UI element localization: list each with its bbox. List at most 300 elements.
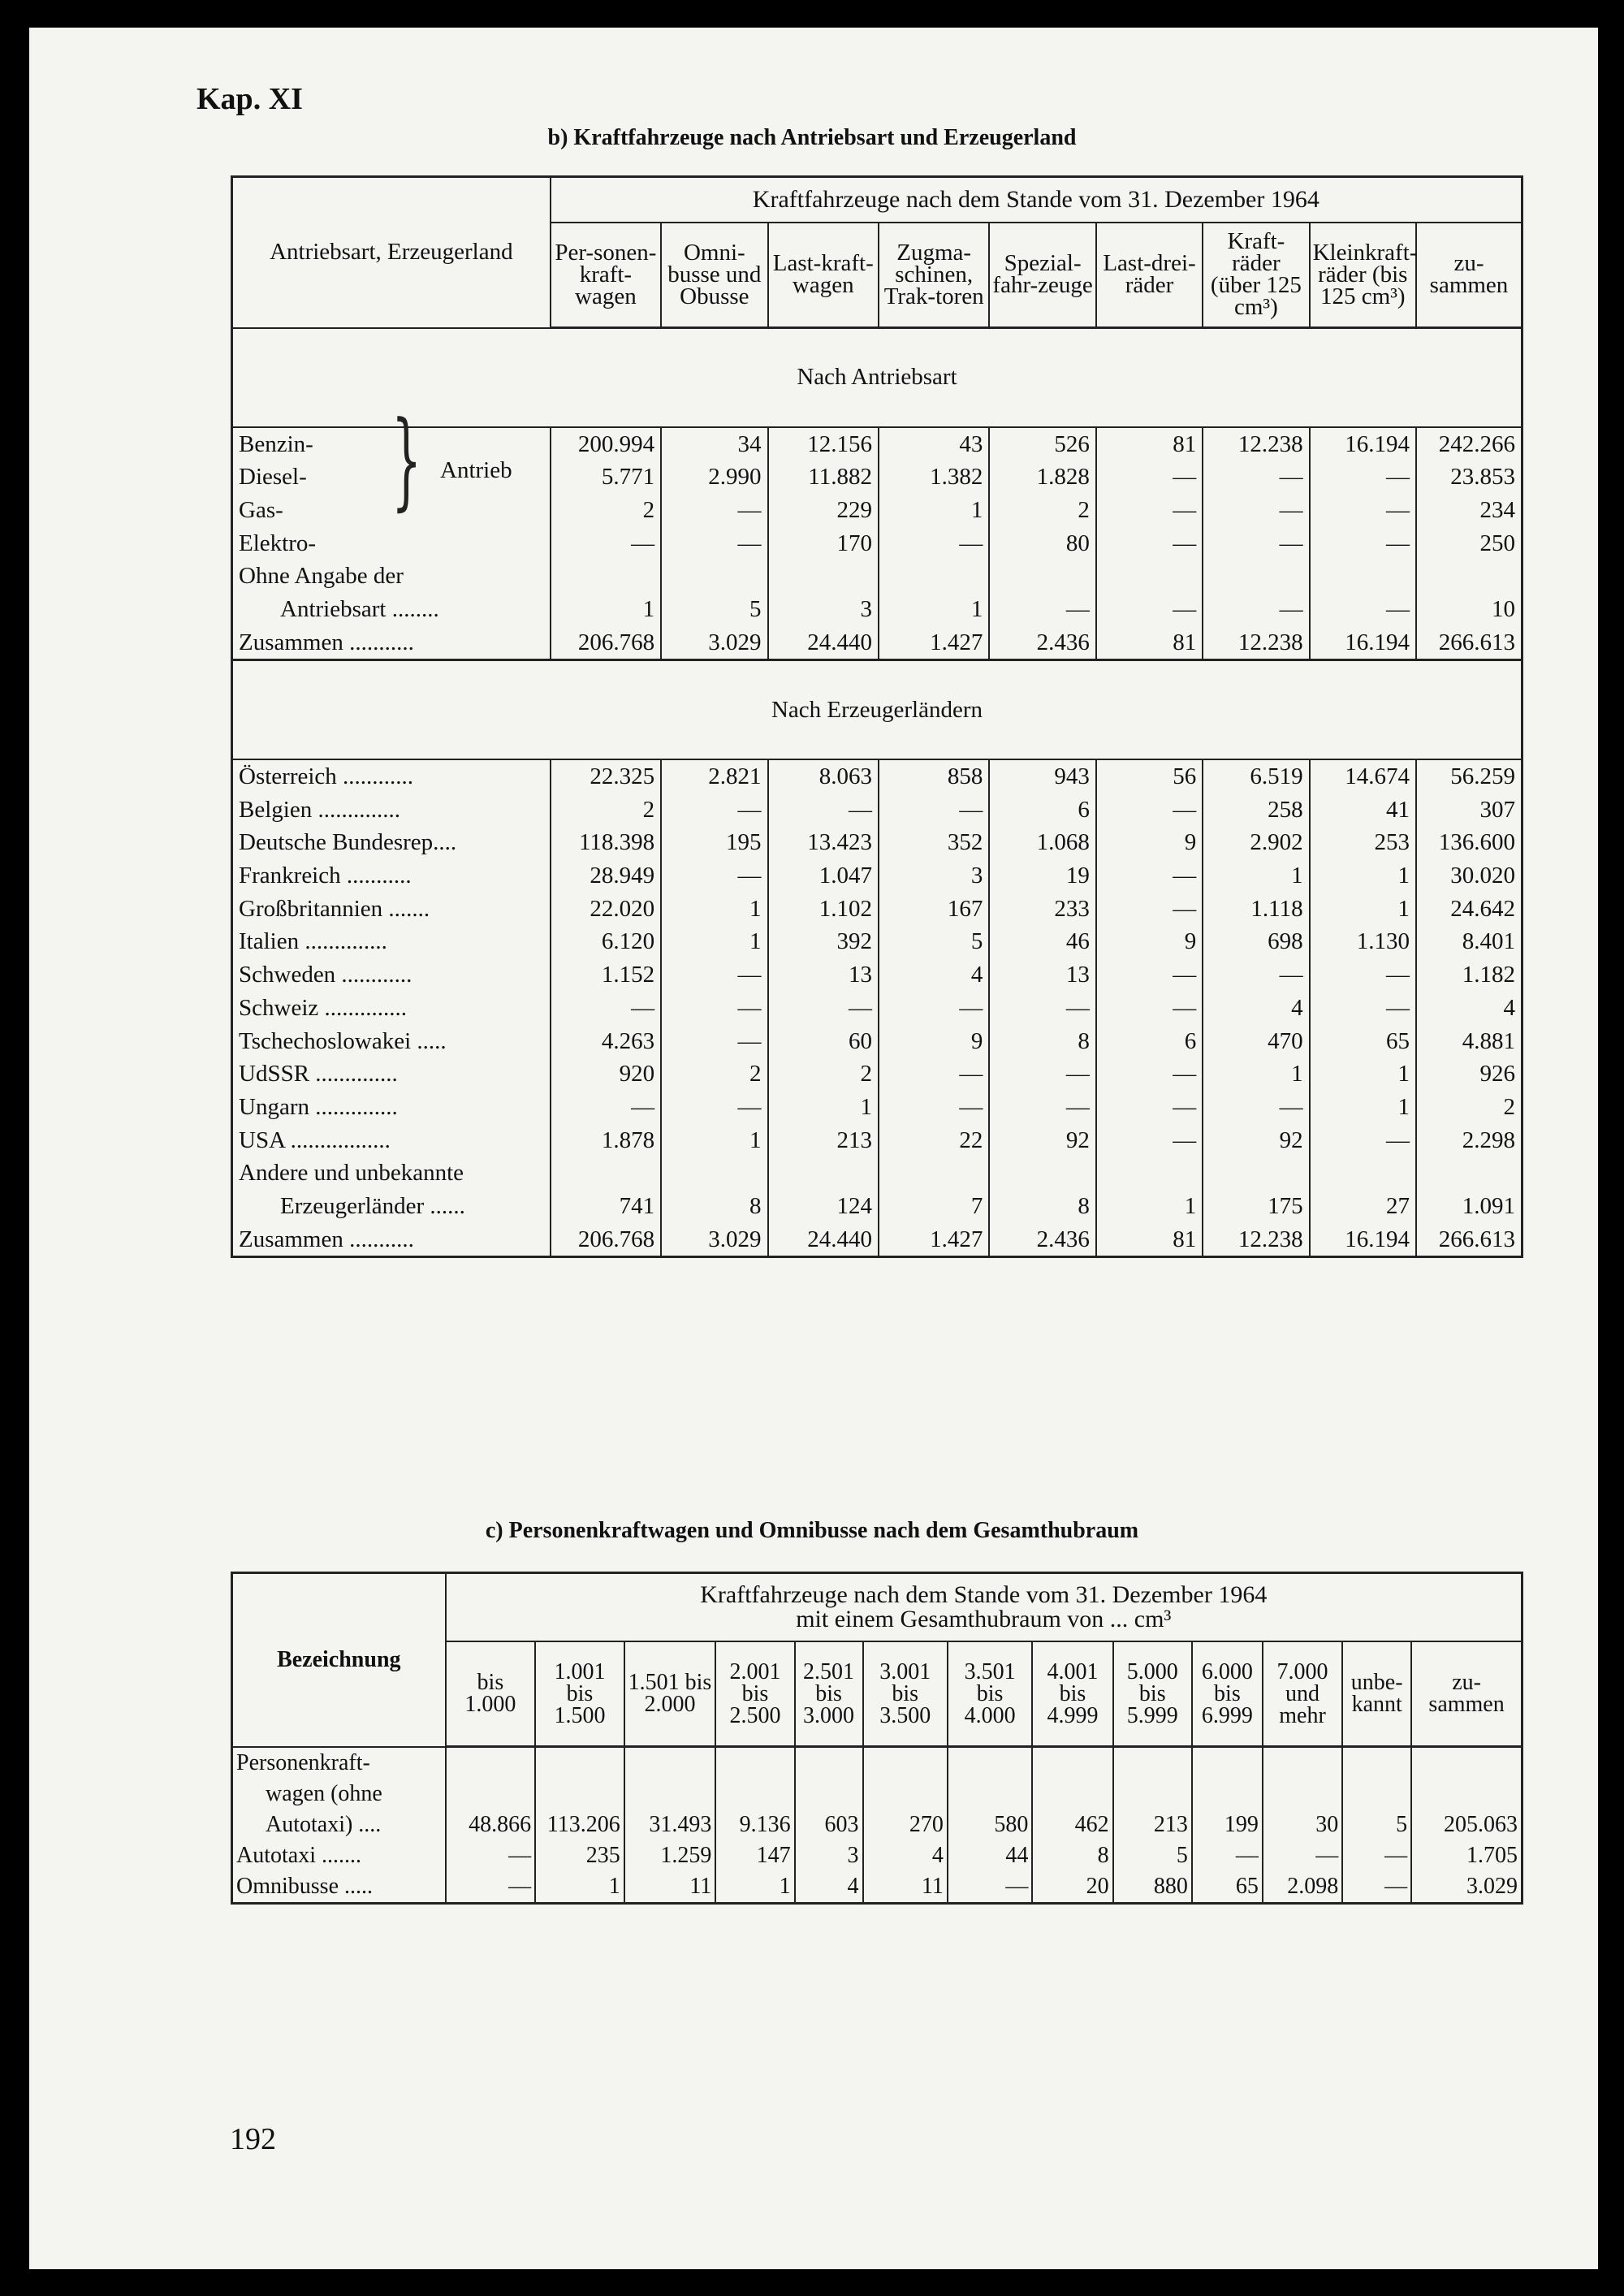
column-header: Last-drei-räder [1096, 223, 1203, 328]
table-cell: 4.263 [551, 1025, 661, 1058]
spacer-cell [624, 1779, 716, 1810]
spacer-cell [879, 1157, 989, 1190]
spacer-cell [1342, 1748, 1411, 1779]
table-cell: 4 [863, 1840, 948, 1871]
row-label: Schweiz .............. [239, 994, 407, 1021]
row-label: Österreich ............ [239, 763, 414, 789]
table-cell: — [1203, 958, 1309, 992]
page-number: 192 [230, 2122, 276, 2156]
table-cell: — [768, 992, 879, 1025]
spacer-row [232, 1902, 1522, 1904]
table-cell: — [1096, 859, 1203, 893]
table-cell: 234 [1416, 494, 1522, 527]
spacer-cell [1411, 1779, 1522, 1810]
table-cell: 213 [768, 1124, 879, 1157]
table-cell: 136.600 [1416, 826, 1522, 859]
spacer-cell [1032, 1748, 1112, 1779]
table-cell: 8 [989, 1025, 1095, 1058]
column-header: 2.001 bis 2.500 [715, 1641, 794, 1747]
table-cell: — [661, 1025, 767, 1058]
antrieb-row [232, 494, 1522, 527]
spacer-cell [232, 1256, 551, 1257]
spacer-row [232, 1256, 1522, 1257]
antrieb-row [232, 428, 1522, 461]
row-label: Omnibusse ..... [236, 1874, 373, 1899]
row-label: Benzin- [239, 430, 313, 457]
spacer-cell [795, 1779, 863, 1810]
row-label: Großbritannien ....... [239, 895, 430, 922]
table-cell: 13.423 [768, 826, 879, 859]
column-header: zu-sammen [1411, 1641, 1522, 1747]
spacer-cell [551, 560, 661, 593]
table-cell: 80 [989, 527, 1095, 560]
section-row-erzeugerlaender [232, 660, 1522, 759]
spacer-cell [1411, 1748, 1522, 1779]
table-cell: 1.427 [879, 1223, 989, 1256]
row-label: Autotaxi) .... [266, 1812, 382, 1837]
table-cell: 526 [989, 428, 1095, 461]
total-row [232, 626, 1522, 659]
country-row [232, 958, 1522, 992]
table-cell: 34 [661, 428, 767, 461]
table-b-title: b) Kraftfahrzeuge nach Antriebsart und Erzeugerland [547, 125, 1077, 150]
table-cell: — [1096, 1124, 1203, 1157]
table-cell: 30.020 [1416, 859, 1522, 893]
table-cell: — [1203, 593, 1309, 626]
table-cell: — [1096, 460, 1203, 494]
spacer-cell [1263, 1748, 1342, 1779]
country-row [232, 925, 1522, 958]
country-row [232, 1124, 1522, 1157]
table-cell: 1 [768, 1091, 879, 1124]
antrieb-row [232, 527, 1522, 560]
spacer-cell [1203, 560, 1309, 593]
table-cell: 4 [1416, 992, 1522, 1025]
table-cell: 113.206 [535, 1810, 624, 1840]
table-cell: — [1342, 1871, 1411, 1902]
table-cell: 266.613 [1416, 626, 1522, 659]
table-cell: 858 [879, 760, 989, 793]
table-cell: 44 [948, 1840, 1032, 1871]
table-cell: 175 [1203, 1190, 1309, 1223]
table-cell: 1.047 [768, 859, 879, 893]
table-cell: — [879, 793, 989, 827]
table-cell: 22 [879, 1124, 989, 1157]
table-cell: 9 [1096, 826, 1203, 859]
table-cell: 6 [989, 793, 1095, 827]
table-cell: 258 [1203, 793, 1309, 827]
table-cell: 13 [768, 958, 879, 992]
row-label: Andere und unbekannte [239, 1160, 464, 1187]
column-header: Omni-busse und Obusse [661, 223, 767, 328]
row-label: Zusammen ........... [239, 1226, 414, 1252]
column-header: Kleinkraft-räder (bis 125 cm³) [1310, 223, 1416, 328]
table-cell: — [879, 992, 989, 1025]
spacer-cell [446, 1902, 536, 1904]
table-cell: 206.768 [551, 1223, 661, 1256]
table-cell: 22.020 [551, 893, 661, 926]
table-cell: 81 [1096, 428, 1203, 461]
table-cell: 270 [863, 1810, 948, 1840]
spacer-cell [535, 1902, 624, 1904]
section-heading: Nach Antriebsart [232, 328, 1522, 427]
spacer-cell [768, 560, 879, 593]
table-cell: 24.642 [1416, 893, 1522, 926]
table-cell: 5 [879, 925, 989, 958]
table-cell: 19 [989, 859, 1095, 893]
spacer-cell [989, 1157, 1095, 1190]
spacer-cell [1310, 560, 1416, 593]
spacer-cell [715, 1748, 794, 1779]
table-cell: 1 [1203, 859, 1309, 893]
table-cell: 12.156 [768, 428, 879, 461]
spacer-cell [1113, 1779, 1192, 1810]
section-heading: Nach Erzeugerländern [232, 660, 1522, 759]
country-row [232, 760, 1522, 793]
table-cell: 1 [661, 925, 767, 958]
table-cell: 2.436 [989, 1223, 1095, 1256]
pkw-row [232, 1810, 1522, 1840]
table-cell: — [1096, 1091, 1203, 1124]
spacer-cell [1263, 1902, 1342, 1904]
row-label: Schweden ............ [239, 962, 412, 988]
table-cell: — [661, 793, 767, 827]
table-cell: 266.613 [1416, 1223, 1522, 1256]
table-cell: 741 [551, 1190, 661, 1223]
spacer-cell [1192, 1902, 1263, 1904]
table-cell: — [1096, 1057, 1203, 1091]
table-cell: 92 [989, 1124, 1095, 1157]
spacer-cell [989, 560, 1095, 593]
spacer-cell [661, 560, 767, 593]
table-cell: 23.853 [1416, 460, 1522, 494]
spacer-cell [1411, 1902, 1522, 1904]
row-label: wagen (ohne [266, 1781, 382, 1806]
table-cell: — [1203, 460, 1309, 494]
table-cell: 392 [768, 925, 879, 958]
table-cell: 229 [768, 494, 879, 527]
table-cell: 11 [863, 1871, 948, 1902]
table-cell: 235 [535, 1840, 624, 1871]
table-b-super-header: Kraftfahrzeuge nach dem Stande vom 31. Dezember 1964 [551, 177, 1522, 223]
column-header: 4.001 bis 4.999 [1032, 1641, 1112, 1747]
table-cell: 12.238 [1203, 428, 1309, 461]
table-cell: — [1310, 992, 1416, 1025]
table-cell: 2 [551, 793, 661, 827]
table-cell: 8 [1032, 1840, 1112, 1871]
vehicle-row [232, 1871, 1522, 1902]
table-cell: — [551, 527, 661, 560]
table-cell: — [1310, 494, 1416, 527]
table-cell: 14.674 [1310, 760, 1416, 793]
table-cell: — [1096, 593, 1203, 626]
spacer-cell [1032, 1779, 1112, 1810]
table-cell: 92 [1203, 1124, 1309, 1157]
table-cell: 253 [1310, 826, 1416, 859]
spacer-cell [768, 1157, 879, 1190]
table-cell: 943 [989, 760, 1095, 793]
table-cell: 1.118 [1203, 893, 1309, 926]
table-cell: 1.068 [989, 826, 1095, 859]
spacer-cell [1203, 1256, 1309, 1257]
row-label: Elektro- [239, 530, 317, 556]
table-cell: 41 [1310, 793, 1416, 827]
table-cell: 603 [795, 1810, 863, 1840]
table-cell: — [1203, 527, 1309, 560]
table-cell: 462 [1032, 1810, 1112, 1840]
ohne-angabe-row-label [232, 560, 1522, 593]
table-cell: 3.029 [661, 626, 767, 659]
row-label: USA ................. [239, 1126, 391, 1153]
table-cell: — [989, 1057, 1095, 1091]
table-cell: — [661, 992, 767, 1025]
spacer-cell [661, 1256, 767, 1257]
table-cell: 3 [795, 1840, 863, 1871]
row-label: Belgien .............. [239, 796, 400, 823]
table-cell: 6.519 [1203, 760, 1309, 793]
spacer-cell [551, 1157, 661, 1190]
table-cell: — [989, 593, 1095, 626]
andere-row-label [232, 1157, 1522, 1190]
spacer-cell [1203, 1157, 1309, 1190]
table-cell: 60 [768, 1025, 879, 1058]
spacer-cell [232, 1902, 446, 1904]
table-cell: — [1263, 1840, 1342, 1871]
table-cell: 1 [1310, 1057, 1416, 1091]
table-b-corner-header: Antriebsart, Erzeugerland [232, 177, 551, 328]
row-label: Gas- [239, 496, 283, 523]
country-row [232, 992, 1522, 1025]
table-cell: 9.136 [715, 1810, 794, 1840]
row-label: Ohne Angabe der [239, 563, 404, 590]
table-cell: — [1310, 1124, 1416, 1157]
table-cell: 1.878 [551, 1124, 661, 1157]
table-cell: — [661, 859, 767, 893]
table-cell: 470 [1203, 1025, 1309, 1058]
column-header: bis 1.000 [446, 1641, 536, 1747]
table-cell: 81 [1096, 626, 1203, 659]
table-cell: 1 [715, 1871, 794, 1902]
table-cell: 1.130 [1310, 925, 1416, 958]
column-header: unbe-kannt [1342, 1641, 1411, 1747]
table-cell: — [551, 1091, 661, 1124]
table-cell: — [879, 1091, 989, 1124]
table-cell: — [661, 527, 767, 560]
table-cell: — [1203, 1091, 1309, 1124]
table-cell: 5 [661, 593, 767, 626]
table-cell: 1 [1310, 859, 1416, 893]
spacer-cell [624, 1902, 716, 1904]
table-cell: 2 [1416, 1091, 1522, 1124]
spacer-cell [1416, 560, 1522, 593]
table-cell: 7 [879, 1190, 989, 1223]
table-cell: 31.493 [624, 1810, 716, 1840]
spacer-cell [1032, 1902, 1112, 1904]
spacer-cell [879, 560, 989, 593]
spacer-cell [795, 1748, 863, 1779]
chapter-heading: Kap. XI [197, 82, 303, 116]
table-cell: 205.063 [1411, 1810, 1522, 1840]
table-cell: 28.949 [551, 859, 661, 893]
spacer-cell [1113, 1748, 1192, 1779]
spacer-cell [1096, 1157, 1203, 1190]
spacer-cell [715, 1779, 794, 1810]
table-cell: 5 [1342, 1810, 1411, 1840]
spacer-cell [1096, 560, 1203, 593]
table-cell: — [989, 1091, 1095, 1124]
table-cell: — [1096, 494, 1203, 527]
row-label: Frankreich ........... [239, 863, 412, 889]
spacer-cell [863, 1779, 948, 1810]
spacer-cell [446, 1779, 536, 1810]
column-header: zu-sammen [1416, 223, 1522, 328]
row-label: Antriebsart ........ [280, 596, 439, 623]
table-cell: — [1310, 460, 1416, 494]
table-cell: 3 [879, 859, 989, 893]
table-cell: 1 [879, 593, 989, 626]
table-cell: — [551, 992, 661, 1025]
pkw-row-label-1 [232, 1748, 1522, 1779]
table-cell: 12.238 [1203, 626, 1309, 659]
country-row [232, 1091, 1522, 1124]
table-cell: — [661, 1091, 767, 1124]
table-cell: — [1203, 494, 1309, 527]
ohne-angabe-row [232, 593, 1522, 626]
table-cell: 16.194 [1310, 1223, 1416, 1256]
table-cell: 213 [1113, 1810, 1192, 1840]
table-cell: 1.828 [989, 460, 1095, 494]
spacer-cell [1310, 1157, 1416, 1190]
column-header: 3.001 bis 3.500 [863, 1641, 948, 1747]
table-cell: — [1096, 958, 1203, 992]
table-cell: 2.298 [1416, 1124, 1522, 1157]
spacer-cell [535, 1748, 624, 1779]
table-cell: 10 [1416, 593, 1522, 626]
table-cell: 1.152 [551, 958, 661, 992]
spacer-cell [715, 1902, 794, 1904]
table-cell: — [661, 494, 767, 527]
table-cell: 698 [1203, 925, 1309, 958]
table-cell: 16.194 [1310, 428, 1416, 461]
table-cell: — [1192, 1840, 1263, 1871]
table-cell: 307 [1416, 793, 1522, 827]
table-cell: 12.238 [1203, 1223, 1309, 1256]
table-cell: 65 [1310, 1025, 1416, 1058]
table-cell: 8 [661, 1190, 767, 1223]
table-cell: — [1310, 958, 1416, 992]
table-cell: 2 [661, 1057, 767, 1091]
table-cell: — [661, 958, 767, 992]
column-header: Per-sonen-kraft-wagen [551, 223, 661, 328]
spacer-cell [535, 1779, 624, 1810]
spacer-cell [1342, 1902, 1411, 1904]
table-cell: 3 [768, 593, 879, 626]
table-b [231, 175, 1523, 1258]
table-c-title: c) Personenkraftwagen und Omnibusse nach dem Gesamthubraum [485, 1518, 1139, 1543]
spacer-cell [1113, 1902, 1192, 1904]
table-cell: 56.259 [1416, 760, 1522, 793]
table-cell: 2 [768, 1057, 879, 1091]
table-cell: 5 [1113, 1840, 1192, 1871]
table-c-super-header-line-1: Kraftfahrzeuge nach dem Stande vom 31. Dezember 1964 [700, 1580, 1268, 1608]
vehicle-row [232, 1840, 1522, 1871]
table-cell: 1.259 [624, 1840, 716, 1871]
table-cell: 233 [989, 893, 1095, 926]
table-cell: 2.902 [1203, 826, 1309, 859]
antrieb-row [232, 460, 1522, 494]
table-cell: 1 [535, 1871, 624, 1902]
column-header: 2.501 bis 3.000 [795, 1641, 863, 1747]
country-row [232, 793, 1522, 827]
spacer-cell [1416, 1256, 1522, 1257]
table-c-super-header-line-2: mit einem Gesamthubraum von ... cm³ [796, 1605, 1172, 1632]
table-cell: 56 [1096, 760, 1203, 793]
table-cell: 199 [1192, 1810, 1263, 1840]
brace-label: Antrieb [440, 457, 512, 484]
row-label: Italien .............. [239, 928, 387, 955]
row-label: Zusammen ........... [239, 629, 414, 655]
table-cell: — [879, 527, 989, 560]
table-cell: — [1310, 593, 1416, 626]
table-cell: 1.091 [1416, 1190, 1522, 1223]
country-row [232, 893, 1522, 926]
table-cell: 3.029 [1411, 1871, 1522, 1902]
spacer-cell [1416, 1157, 1522, 1190]
table-cell: 4.881 [1416, 1025, 1522, 1058]
spacer-cell [948, 1748, 1032, 1779]
column-header: 1.501 bis 2.000 [624, 1641, 716, 1747]
table-cell: 242.266 [1416, 428, 1522, 461]
country-row [232, 1025, 1522, 1058]
table-cell: 6 [1096, 1025, 1203, 1058]
country-row [232, 1057, 1522, 1091]
table-cell: 46 [989, 925, 1095, 958]
table-cell: 8 [989, 1190, 1095, 1223]
spacer-cell [1310, 1256, 1416, 1257]
table-cell: 9 [879, 1025, 989, 1058]
table-cell: 118.398 [551, 826, 661, 859]
table-cell: 1 [1096, 1190, 1203, 1223]
table-cell: 20 [1032, 1871, 1112, 1902]
table-c-corner-header: Bezeichnung [232, 1573, 446, 1747]
table-cell: — [1096, 992, 1203, 1025]
table-cell: 5.771 [551, 460, 661, 494]
table-cell: — [1096, 793, 1203, 827]
table-cell: 8.063 [768, 760, 879, 793]
table-cell: 11.882 [768, 460, 879, 494]
spacer-cell [1192, 1748, 1263, 1779]
spacer-cell [661, 1157, 767, 1190]
spacer-cell [446, 1748, 536, 1779]
row-label: UdSSR .............. [239, 1061, 398, 1087]
table-cell: 2.990 [661, 460, 767, 494]
andere-row [232, 1190, 1522, 1223]
brace-symbol: } [391, 398, 422, 522]
row-label-text: Diesel- [239, 464, 307, 491]
column-header: Spezial-fahr-zeuge [989, 223, 1095, 328]
table-cell: 206.768 [551, 626, 661, 659]
table-cell: 27 [1310, 1190, 1416, 1223]
table-cell: 30 [1263, 1810, 1342, 1840]
column-header: 1.001 bis 1.500 [535, 1641, 624, 1747]
table-cell: — [1342, 1840, 1411, 1871]
country-row [232, 826, 1522, 859]
column-header: Zugma-schinen, Trak-toren [879, 223, 989, 328]
table-cell: — [446, 1871, 536, 1902]
table-cell: 167 [879, 893, 989, 926]
spacer-cell [879, 1256, 989, 1257]
row-label: Tschechoslowakei ..... [239, 1027, 447, 1054]
